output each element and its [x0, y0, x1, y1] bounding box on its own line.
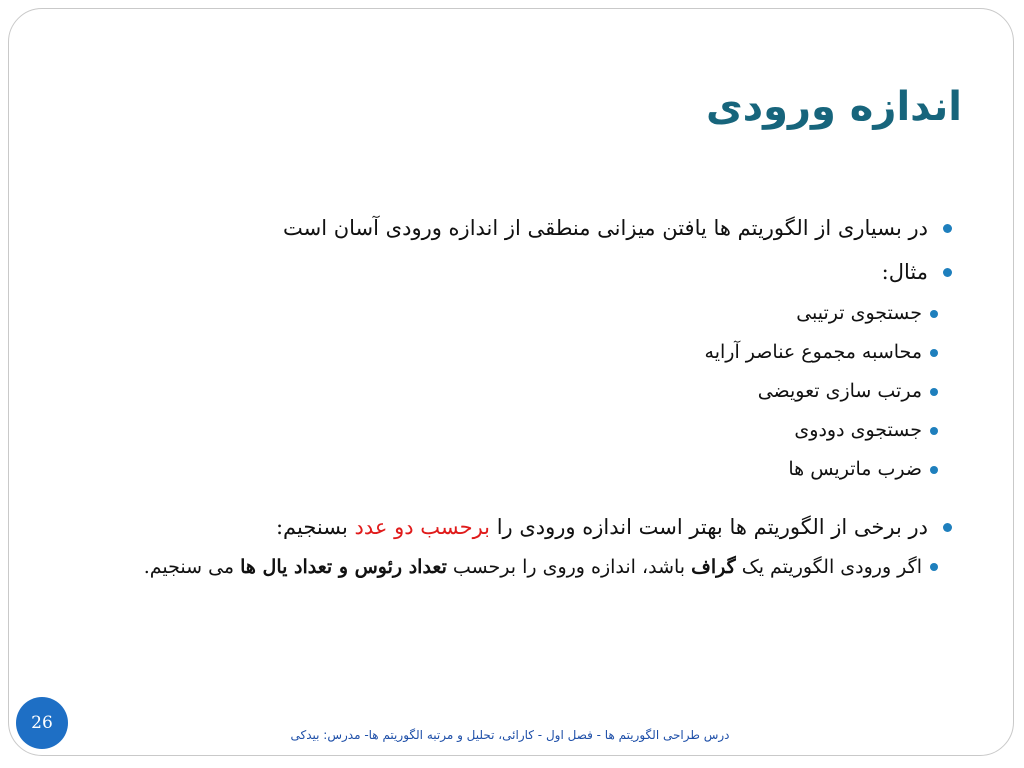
- sub-bullet-text-part: باشد، اندازه وروی را برحسب: [446, 556, 692, 578]
- bullet-item: [78, 206, 958, 250]
- bullet-text: مثال:: [881, 260, 928, 284]
- bullet-text-part: در برخی از الگوریتم ها بهتر است اندازه ورودی را: [490, 515, 928, 539]
- slide-content: [78, 206, 958, 585]
- bullet-dot-icon: [930, 427, 938, 435]
- sub-bullet-text-part: اگر ورودی الگوریتم یک: [735, 556, 922, 578]
- bullet-dot-icon: [930, 349, 938, 357]
- sub-bullet-text: ضرب ماتریس ها: [788, 458, 922, 480]
- bullet-dot-icon: [943, 268, 952, 277]
- sub-bullet-item: [78, 294, 958, 333]
- slide-number-badge: [16, 697, 68, 749]
- bullet-dot-icon: [943, 523, 952, 532]
- sub-bullet-text: جستجوی ترتیبی: [796, 302, 922, 324]
- bold-text: گراف: [691, 556, 736, 578]
- sub-bullet-text: مرتب سازی تعویضی: [757, 380, 922, 402]
- sub-bullet-item: [142, 549, 958, 585]
- bullet-dot-icon: [930, 310, 938, 318]
- bullet-dot-icon: [930, 466, 938, 474]
- sub-bullet-item: [78, 372, 958, 411]
- sub-bullet-text: محاسبه مجموع عناصر آرایه: [704, 341, 922, 363]
- slide-title: اندازه ورودی: [705, 84, 962, 130]
- bullet-item: [78, 505, 958, 549]
- sub-bullet-text: جستجوی دودوی: [794, 419, 922, 441]
- bullet-text-part: بسنجیم:: [275, 515, 355, 539]
- highlight-text: برحسب دو عدد: [354, 515, 491, 539]
- spacer: [78, 489, 958, 505]
- bold-text: تعداد رئوس و تعداد یال ها: [240, 556, 447, 578]
- slide-number: 26: [31, 713, 53, 733]
- sub-bullet-item: [78, 333, 958, 372]
- slide-footer: درس طراحی الگوریتم ها - فصل اول - کارائی، تحلیل و مرتبه الگوریتم ها- مدرس: بیدکی: [290, 728, 730, 742]
- bullet-text: در بسیاری از الگوریتم ها یافتن میزانی منطقی از اندازه ورودی آسان است: [283, 216, 928, 240]
- bullet-dot-icon: [930, 388, 938, 396]
- bullet-dot-icon: [943, 224, 952, 233]
- sub-bullet-item: [78, 411, 958, 450]
- sub-bullet-text-part: می سنجیم.: [143, 556, 241, 578]
- bullet-dot-icon: [930, 563, 938, 571]
- sub-bullet-item: [78, 450, 958, 489]
- bullet-item: [78, 250, 958, 294]
